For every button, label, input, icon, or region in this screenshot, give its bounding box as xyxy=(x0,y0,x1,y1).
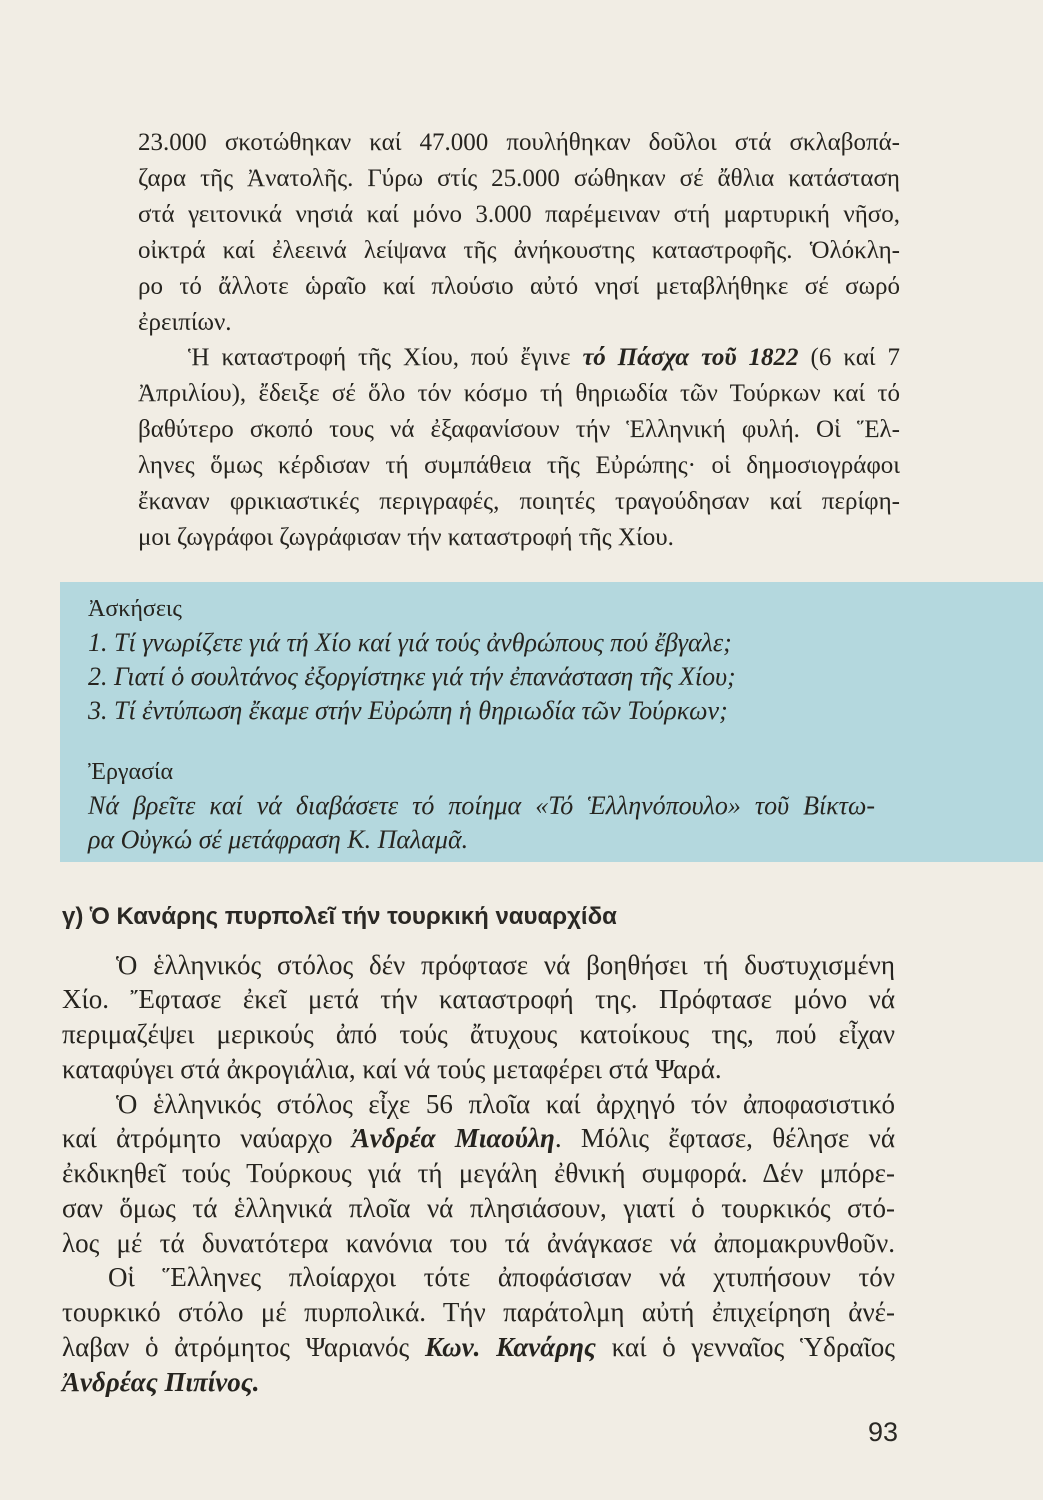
text-line: στά γειτονικά νησιά καί μόνο 3.000 παρέμειναν στή μαρτυρική νῆσο, xyxy=(138,200,900,228)
paragraph xyxy=(62,1087,895,1261)
text-line: Χίο. Ἔφτασε ἐκεῖ μετά τήν καταστροφή της. Πρόφτασε μόνο νά xyxy=(62,984,895,1015)
text-line: ἔκαναν φρικιαστικές περιγραφές, ποιητές τραγούδησαν καί περίφη- xyxy=(138,488,900,516)
text-line: μοι ζωγράφοι ζωγράφισαν τήν καταστροφή τῆς Χίου. xyxy=(138,523,674,551)
task-heading: Ἐργασία xyxy=(88,759,174,785)
intro-text xyxy=(138,125,900,556)
text-line xyxy=(138,340,900,376)
text-line: σαν ὅμως τά ἑλληνικά πλοῖα νά πλησιάσουν, γιατί ὁ τουρκικός στό- xyxy=(62,1192,895,1223)
text-line: ἐκδικηθεῖ τούς Τούρκους γιά τή μεγάλη ἐθνική συμφορά. Δέν μπόρε- xyxy=(62,1158,895,1189)
section-text xyxy=(62,948,895,1400)
text-segment: λαβαν ὁ ἀτρόμητος Ψαριανός xyxy=(62,1331,425,1362)
text-line: Ὁ ἑλληνικός στόλος δέν πρόφτασε νά βοηθήσει τή δυστυχισμένη xyxy=(116,949,895,980)
exercise-question: 3. Τί ἐντύπωση ἔκαμε στήν Εὐρώπη ἡ θηριωδία τῶν Τούρκων; xyxy=(88,696,728,725)
section-heading: γ) Ὁ Κανάρης πυρπολεῖ τήν τουρκική ναυαρχίδα xyxy=(62,903,617,930)
text-line: ληνες ὅμως κέρδισαν τή συμπάθεια τῆς Εὐρώπης· οἱ δημοσιογράφοι xyxy=(138,452,900,480)
text-segment: καί ἀτρόμητο ναύαρχο xyxy=(62,1123,352,1154)
text-line: καταφύγει στά ἀκρογιάλια, καί νά τούς μεταφέρει στά Ψαρά. xyxy=(62,1053,722,1084)
emphasized-date: τό Πάσχα τοῦ 1822 xyxy=(582,344,799,372)
task-line: Νά βρεῖτε καί νά διαβάσετε τό ποίημα «Τό Ἑλληνόπουλο» τοῦ Βίκτω- xyxy=(88,791,875,820)
emphasized-name: Κων. Κανάρης xyxy=(424,1331,596,1362)
paragraph xyxy=(62,1260,895,1399)
paragraph xyxy=(138,340,900,555)
text-line: Ὁ ἑλληνικός στόλος εἶχε 56 πλοῖα καί ἀρχηγό τόν ἀποφασιστικό xyxy=(116,1088,895,1119)
text-line: οἰκτρά καί ἐλεεινά λείψανα τῆς ἀνήκουστης καταστροφῆς. Ὁλόκλη- xyxy=(138,236,900,264)
text-line xyxy=(62,1121,895,1156)
exercises-heading: Ἀσκήσεις xyxy=(88,596,182,622)
paragraph xyxy=(62,948,895,1087)
text-line: τουρκικό στόλο μέ πυρπολικά. Τήν παράτολμη αὐτή ἐπιχείρηση ἀνέ- xyxy=(62,1297,895,1328)
emphasized-name: Ἀνδρέα Μιαούλη xyxy=(351,1123,555,1154)
text-line: βαθύτερο σκοπό τους νά ἐξαφανίσουν τήν Ἑλληνική φυλή. Οἱ Ἕλ- xyxy=(138,416,900,444)
text-line: περιμαζέψει μερικούς ἀπό τούς ἄτυχους κατοίκους της, πού εἶχαν xyxy=(62,1019,895,1050)
text-segment: . Μόλις ἔφτασε, θέλησε νά xyxy=(554,1123,895,1154)
exercises-box xyxy=(60,582,1043,862)
paragraph xyxy=(138,125,900,340)
emphasized-name: Ἀνδρέας Πιπίνος. xyxy=(62,1366,260,1397)
text-line xyxy=(62,1330,895,1365)
exercise-question: 2. Γιατί ὁ σουλτάνος ἐξοργίστηκε γιά τήν ἐπανάσταση τῆς Χίου; xyxy=(88,662,736,691)
text-line: ἐρειπίων. xyxy=(138,308,232,336)
page-number: 93 xyxy=(868,1417,899,1447)
text-line: Ἀπριλίου), ἔδειξε σέ ὅλο τόν κόσμο τή θηριωδία τῶν Τούρκων καί τό xyxy=(138,380,900,408)
exercises-content xyxy=(88,592,875,857)
text-line: 23.000 σκοτώθηκαν καί 47.000 πουλήθηκαν δοῦλοι στά σκλαβοπά- xyxy=(138,129,900,156)
text-line: Οἱ Ἕλληνες πλοίαρχοι τότε ἀποφάσισαν νά χτυπήσουν τόν xyxy=(108,1262,895,1293)
text-segment: Ἡ καταστροφή τῆς Χίου, πού ἔγινε xyxy=(188,344,583,372)
text-line: λος μέ τά δυνατότερα κανόνια του τά ἀνάγκασε νά ἀπομακρυνθοῦν. xyxy=(62,1227,895,1258)
exercise-question: 1. Τί γνωρίζετε γιά τή Χίο καί γιά τούς ἀνθρώπους πού ἔβγαλε; xyxy=(88,628,732,657)
text-line: ρο τό ἄλλοτε ὡραῖο καί πλούσιο αὐτό νησί μεταβλήθηκε σέ σωρό xyxy=(138,272,900,300)
task-line: ρα Οὐγκώ σέ μετάφραση Κ. Παλαμᾶ. xyxy=(88,825,469,854)
text-segment: καί ὁ γενναῖος Ὑδραῖος xyxy=(595,1331,895,1362)
text-line: ζαρα τῆς Ἀνατολῆς. Γύρω στίς 25.000 σώθηκαν σέ ἄθλια κατάσταση xyxy=(138,164,900,192)
text-segment: (6 καί 7 xyxy=(798,344,900,372)
